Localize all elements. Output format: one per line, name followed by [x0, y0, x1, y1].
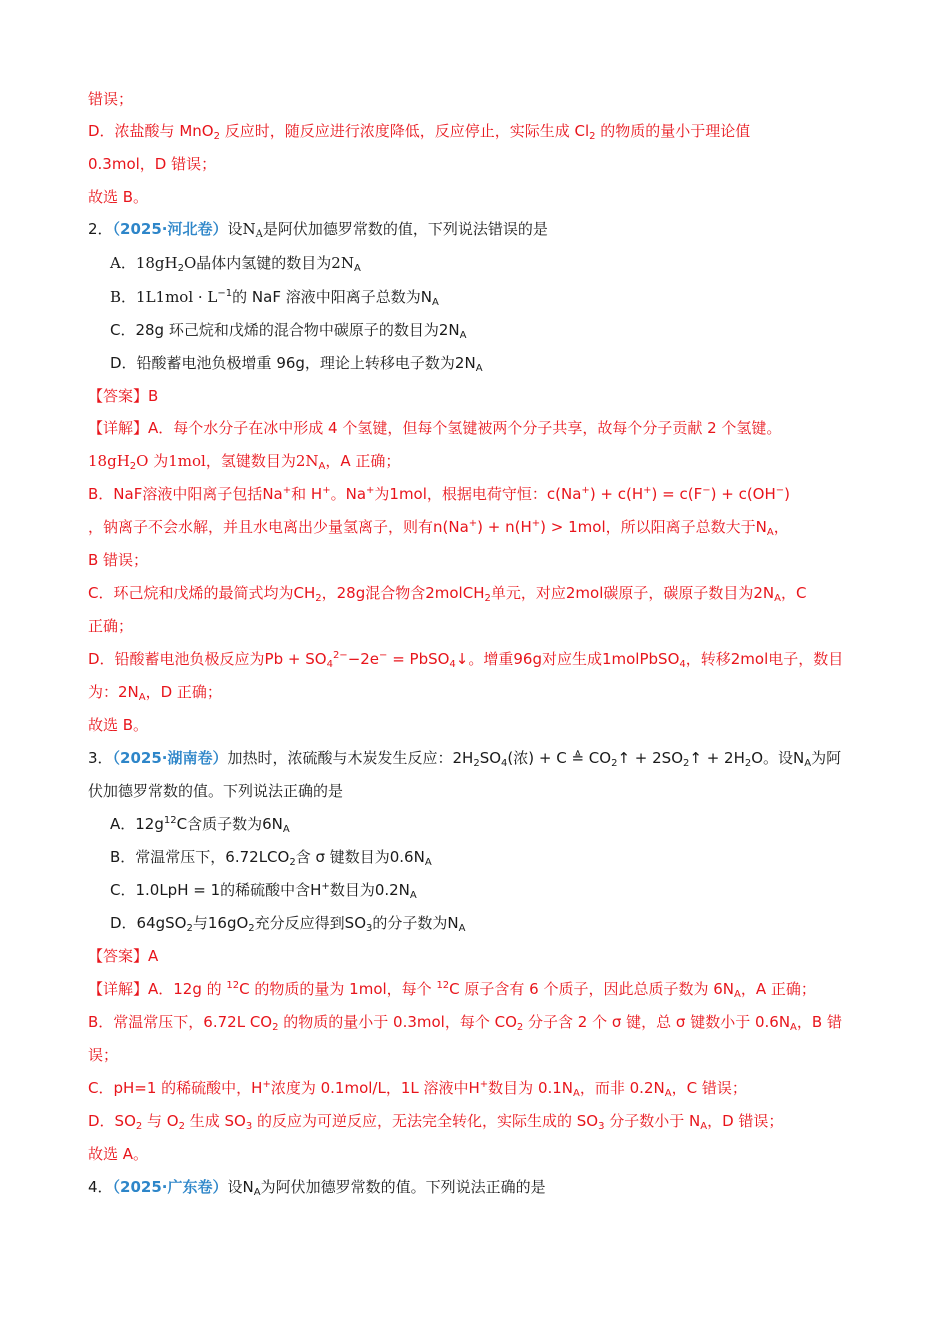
- option-b: B．常温常压下，$6.72LCO_2$含 σ 键数目为$0.6N_A$: [110, 848, 432, 868]
- explanation-line: B 错误；: [88, 551, 149, 569]
- explanation-line: D．铅酸蓄电池负极反应为$Pb + SO_4^{2-}-2e^-$ = PbSO$_4$↓。增重96g对应生成1molPbSO$_4$，转移2mol电子，数目: [88, 650, 844, 670]
- question-source: （2025·湖南卷）: [112, 749, 228, 767]
- explanation-line: C．pH=1 的稀硫酸中，H+浓度为 0.1mol/L，1L 溶液中H+数目为 $0.1N_A$，而非 $0.2N_A$，C 错误；: [88, 1079, 747, 1099]
- option-a: A．$18gH_2O$晶体内氢键的数目为$2N_A$: [110, 254, 361, 274]
- question-4-stem: 4．（2025·广东卷）设$N_A$为阿伏加德罗常数的值。下列说法正确的是: [88, 1178, 546, 1198]
- explanation-line: 0.3mol，D 错误；: [88, 155, 217, 173]
- explanation-line: D．浓盐酸与 MnO$_2$ 反应时，随反应进行浓度降低，反应停止，实际生成 $Cl_2$ 的物质的量小于理论值: [88, 122, 751, 142]
- conclusion-line: 故选 B。: [88, 716, 149, 734]
- option-c: C．28g 环己烷和戊烯的混合物中碳原子的数目为$2N_A$: [110, 321, 467, 341]
- option-b: B．$1L1mol \cdot L^{-1}$的 NaF 溶液中阳离子总数为$N_A$: [110, 288, 439, 308]
- option-d: D．64gSO$_2$与$16gO_2$充分反应得到$SO_3$的分子数为$N_A$: [110, 914, 466, 934]
- explanation-line: C．环己烷和戊烯的最简式均为$CH_2$，28g混合物含2molCH$_2$单元，对应2mol碳原子，碳原子数目为$2N_A$，C: [88, 584, 807, 604]
- explanation-line: 为：$2N_A$，D 正确；: [88, 683, 222, 703]
- explanation-line: B．常温常压下，6.72L $CO_2$ 的物质的量小于 0.3mol，每个 $CO_2$ 分子含 2 个 σ 键，总 σ 键数小于 $0.6N_A$，B 错: [88, 1013, 842, 1033]
- question-3-stem-cont: 伏加德罗常数的值。下列说法正确的是: [88, 782, 344, 800]
- explanation-line: B．NaF溶液中阳离子包括Na+和 H+。Na+为1mol，根据电荷守恒：c(Na+) + c(H+) = c(F−) + c(OH−): [88, 485, 791, 503]
- explanation-line: $18gH_2O$ 为1mol，氢键数目为$2N_A$，A 正确；: [88, 452, 401, 472]
- explanation-line: 错误；: [88, 90, 134, 108]
- explanation-line: ，钠离子不会水解，并且水电离出少量氢离子，则有n(Na+) + n(H+) > 1mol，所以阳离子总数大于$N_A$，: [88, 518, 789, 538]
- option-d: D．铅酸蓄电池负极增重 96g，理论上转移电子数为$2N_A$: [110, 354, 483, 374]
- question-source: （2025·广东卷）: [112, 1178, 228, 1196]
- explanation-line: 误；: [88, 1046, 119, 1064]
- question-source: （2025·河北卷）: [112, 220, 228, 238]
- conclusion-line: 故选 B。: [88, 188, 149, 206]
- explanation-line: 【详解】A．每个水分子在冰中形成 4 个氢键，但每个氢键被两个分子共享，故每个分子贡献 2 个氢键。: [88, 419, 782, 437]
- answer-line: 【答案】A: [88, 947, 159, 965]
- explanation-line: 正确；: [88, 617, 134, 635]
- option-a: A．$12g^{12}C$含质子数为$6N_A$: [110, 815, 290, 835]
- question-3-stem: 3．（2025·湖南卷）加热时，浓硫酸与木炭发生反应：$2H_2SO_4$(浓) + C ≜ $CO_2↑$ + $2SO_2↑ + 2H_2O$。设$N_A$为阿: [88, 749, 842, 769]
- question-2-stem: 2．（2025·河北卷）设$N_A$是阿伏加德罗常数的值，下列说法错误的是: [88, 220, 548, 240]
- conclusion-line: 故选 A。: [88, 1145, 149, 1163]
- answer-line: 【答案】B: [88, 387, 159, 405]
- explanation-line: 【详解】A．12g 的 $^{12}$C 的物质的量为 1mol，每个 $^{12}$C 原子含有 6 个质子，因此总质子数为 $6N_A$，A 正确；: [88, 980, 816, 1000]
- explanation-line: D．$SO_2$ 与 $O_2$ 生成 $SO_3$ 的反应为可逆反应，无法完全转化，实际生成的 $SO_3$ 分子数小于 $N_A$，D 错误；: [88, 1112, 784, 1132]
- option-c: C．1.0LpH = 1的稀硫酸中含H+数目为$0.2N_A$: [110, 881, 417, 901]
